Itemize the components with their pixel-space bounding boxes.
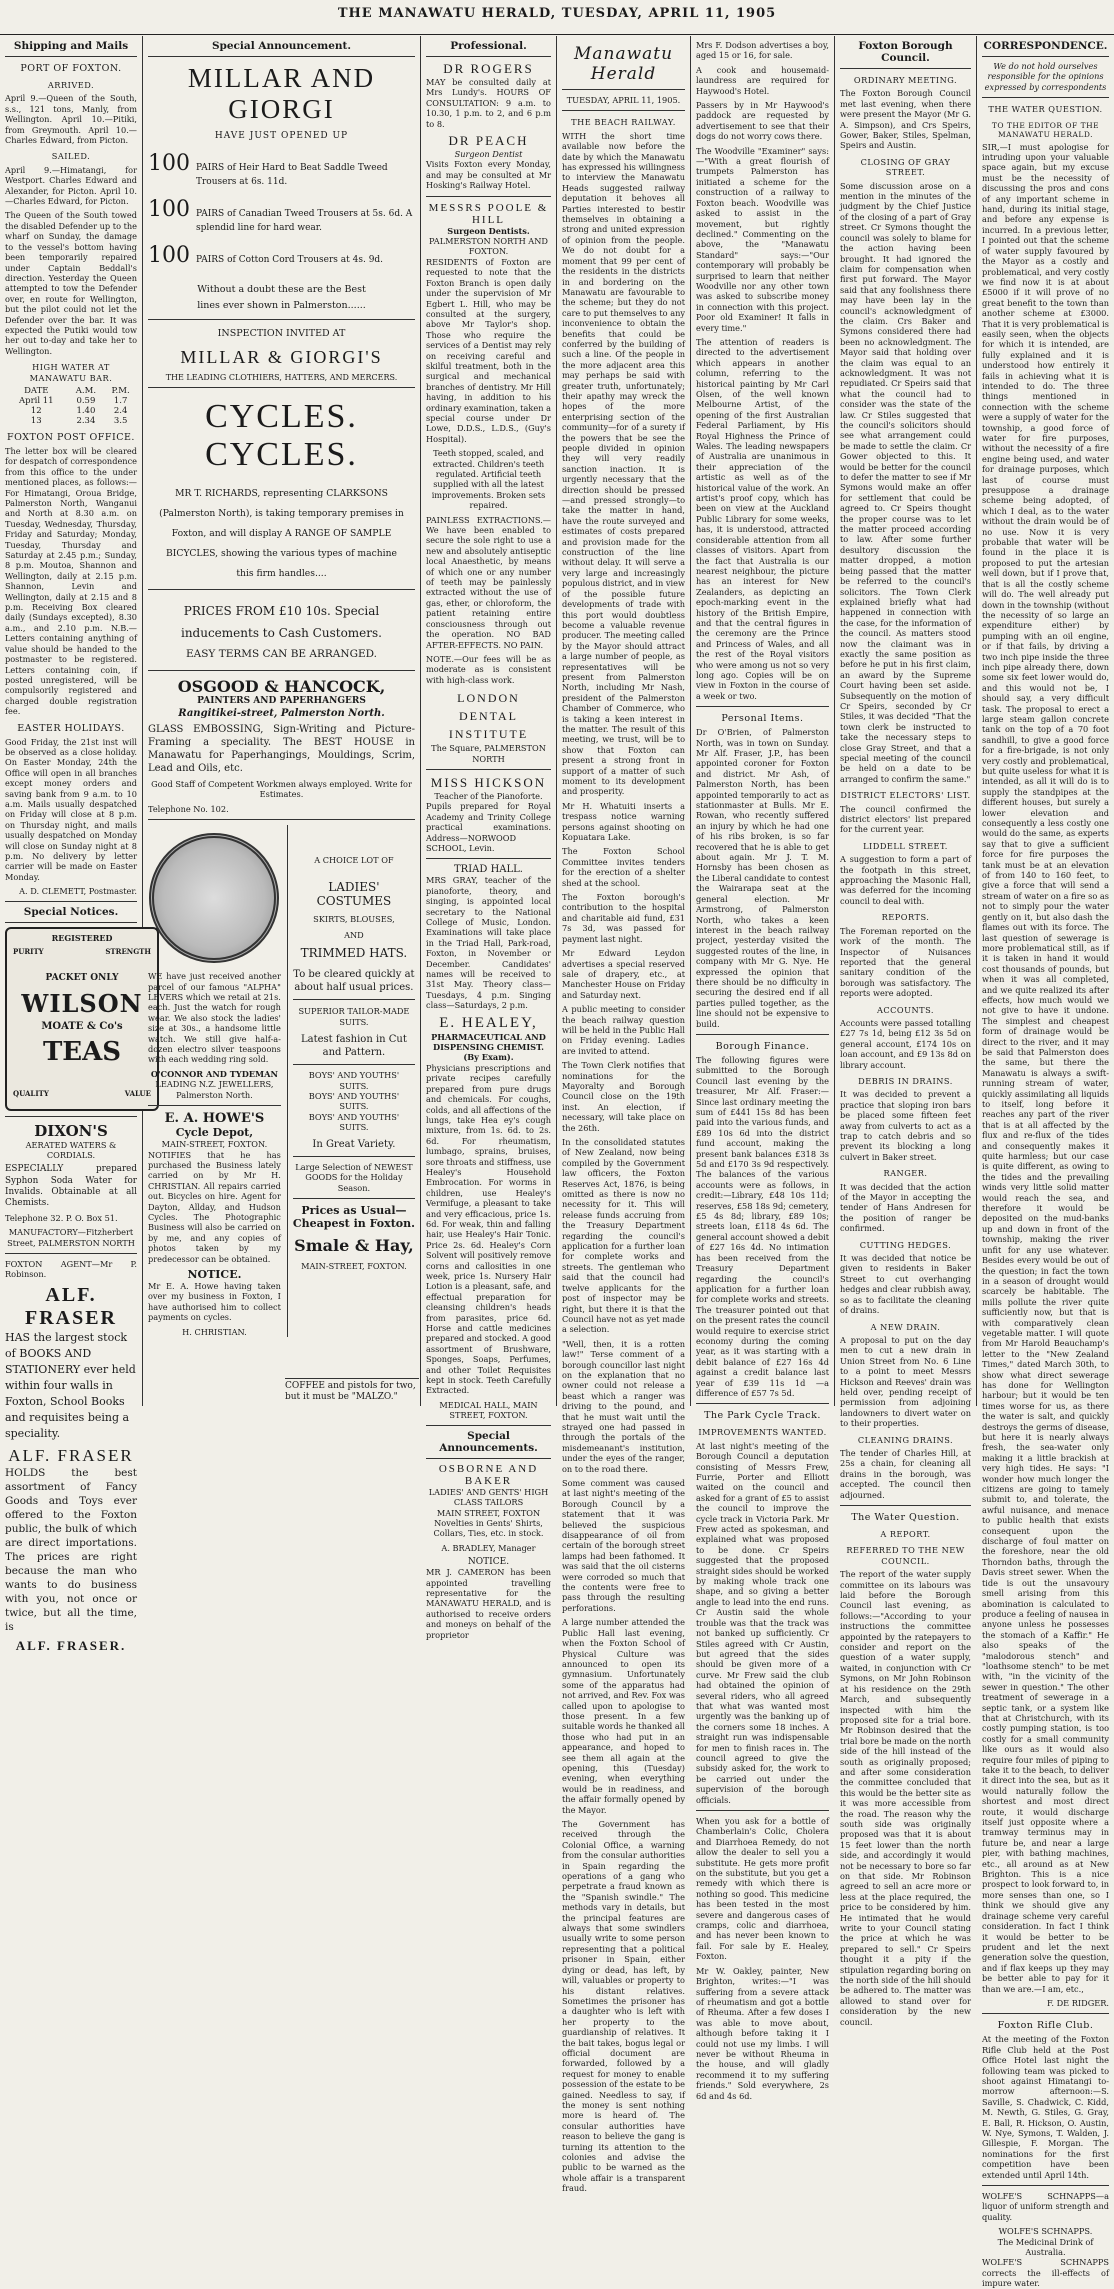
ad-body: MR J. CAMERON has been appointed travelling representative for the MANAWATU HERALD, and is authorised to receive orders and moneys on behalf of the proprietor bbox=[426, 1567, 551, 1640]
article-body: A public meeting to consider the beach railway question will be held in the Public Hall on Friday evening. Ladies are invited to attend. bbox=[562, 1004, 685, 1056]
ad-body: HOLDS the best assortment of Fancy Goods and Toys ever offered to the Foxton public, the bulk of which are direct importations. The prices are right because the man who wants to do business with you, not once or twice, but all the time, is bbox=[5, 1466, 137, 1633]
ad-line: PAIRS of Cotton Cord Trousers at 4s. 9d. bbox=[196, 255, 384, 265]
article-subheading: DISTRICT ELECTORS' LIST. bbox=[840, 790, 971, 801]
subheading: HIGH WATER AT MANAWATU BAR. bbox=[29, 362, 113, 383]
ad-line: The Medicinal Drink of Australia. bbox=[997, 2236, 1094, 2258]
ad-line: SUPERIOR TAILOR-MADE SUITS. bbox=[298, 1006, 410, 1027]
ad-line: BOYS' AND YOUTHS' SUITS. bbox=[308, 1091, 400, 1112]
ad-title: O'CONNOR AND TYDEMAN bbox=[150, 1068, 278, 1079]
subheading: PORT OF FOXTON. bbox=[20, 63, 122, 74]
ad-title: Smale & Hay, bbox=[294, 1235, 414, 1255]
article-body: Mr W. Oakley, painter, New Brighton, writes:—"I was suffering from a severe attack of rheumatism and got a bottle of Rheuma. After a few doses I was able to move about, although before taking it I could not use my limbs. I will never be without Rheuma in the house, and will gladly recommend it to my suffering friends." Sold everywhere, 2s 6d and 4s 6d. bbox=[696, 1965, 829, 2101]
ad-line-item bbox=[148, 243, 415, 268]
article-heading: Borough Finance. bbox=[715, 1040, 810, 1052]
article-subheading: REPORTS. bbox=[881, 912, 930, 923]
ad-subtitle: MAIN-STREET, FOXTON. bbox=[301, 1260, 407, 1271]
article-subheading: ACCOUNTS. bbox=[876, 1004, 935, 1015]
ad-title: MILLAR & GIORGI'S bbox=[180, 347, 383, 367]
article-subheading: CUTTING HEDGES. bbox=[859, 1239, 952, 1250]
ad-subtitle: Teacher of the Pianoforte. bbox=[434, 790, 543, 801]
ad-subtitle: LADIES' AND GENTS' HIGH CLASS TAILORS bbox=[428, 1486, 549, 1508]
ad-line: FOXTON AGENT—Mr P. Robinson. bbox=[5, 1259, 137, 1280]
article-heading: Personal Items. bbox=[721, 713, 804, 725]
ad-line: Good Staff of Competent Workmen always employed. Write for Estimates. bbox=[151, 779, 412, 800]
tea-label: MOATE & Co's bbox=[41, 1020, 123, 1032]
tea-label: STRENGTH bbox=[105, 946, 151, 956]
ad-line: WOLFE'S SCHNAPPS—a liquor of uniform strength and quality. bbox=[982, 2191, 1109, 2222]
table-cell: 3.5 bbox=[113, 415, 128, 426]
ad-body: MRS GRAY, teacher of the pianoforte, theory, and singing, is appointed local secretary to the National College of Music, London. Examinations will take place in the Triad Hall, Park-road, Foxton, in November or December. Candidates' names will be received to 31st May. Theory class—Tuesdays, 4 p.m. Singing class—Saturdays, 2 p.m. bbox=[426, 875, 551, 1011]
article-body: "Well, then, it is a rotten law!" Terse comment of a borough councillor last night on the explanation that no owner could not release a beast which a ranger was driving to the pound, and that he must wait until the strayed one had passed in through the portals of the misdemeanant's institution, under the eyes of the ranger, on to the road there. bbox=[562, 1338, 685, 1474]
article-subheading: ORDINARY MEETING. bbox=[853, 75, 958, 85]
ad-body: Latest fashion in Cut and Pattern. bbox=[301, 1034, 407, 1059]
article-body: A proposal to put on the day men to cut a new drain in Union Street from No. 6 Line to a point to meet Messrs Hickson and Reeves' drain was held over, pending receipt of permission from adjoining landowners to divert water on to their properties. bbox=[840, 1334, 971, 1429]
article-body: Mr Edward Leydon advertises a special reserved sale of drapery, etc., at Manchester House on Friday and Saturday next. bbox=[562, 948, 685, 1000]
article-body: Passers by in Mr Haywood's paddock are requested by advertisement to see that their dogs do not worry cows there. bbox=[696, 100, 829, 142]
ad-body: RESIDENTS of Foxton are requested to note that the Foxton Branch is open daily under the supervision of Mr Egbert L. Hill, who may be consulted at the surgery, above Mr Taylor's shop. Those who require the services of a Dentist may rely on receiving careful and skilful treatment, both in the surgical and mechanical branches of dentistry. Mr Hill having, in addition to his ordinary examination, taken a special course under Dr Lowe, D.D.S., L.D.S., (Guy's Hospital). bbox=[426, 256, 551, 444]
article-subheading: A REPORT. bbox=[880, 1529, 931, 1539]
ad-subtitle: PALMERSTON NORTH AND FOXTON. bbox=[429, 236, 548, 257]
paragraph: The Queen of the South towed the disabled Defender up to the wharf on Sunday, the damage to the vessel's bottom having been temporarily repaired under Captain Beddall's direction. Yesterday the Queen attempted to tow the Defender over, en route for Wellington, but the pilot could not let the Defender over the bar. It was expected the Putiki would tow her out to-day and take her to Wellington. bbox=[5, 210, 138, 356]
ad-title: CYCLES. CYCLES. bbox=[205, 398, 358, 473]
ad-body: MR T. RICHARDS, representing CLARKSONS (Palmerston North), is taking temporary premises in Foxton, and will display A RANGE OF SAMPLE BICYCLES, showing the various types of machine this firm handles.... bbox=[159, 488, 404, 579]
ad-body: Teeth stopped, scaled, and extracted. Children's teeth regulated. Artificial teeth supplied with all the latest improvements. Broken sets repaired. bbox=[431, 448, 546, 511]
signature: F. DE RIDGER. bbox=[1047, 1997, 1109, 2008]
ad-subtitle: AERATED WATERS & CORDIALS. bbox=[25, 1139, 117, 1161]
ad-body: Visits Foxton every Monday, and may be consulted at Mr Hosking's Railway Hotel. bbox=[426, 159, 551, 191]
ad-title: ALF. FRASER bbox=[8, 1445, 134, 1465]
table-row bbox=[5, 396, 137, 406]
table-cell: April 11 bbox=[18, 395, 54, 406]
ad-title: NOTICE. bbox=[467, 1557, 510, 1568]
column-professional bbox=[421, 36, 556, 1640]
tea-label: REGISTERED bbox=[51, 932, 113, 943]
signature: H. CHRISTIAN. bbox=[182, 1326, 247, 1337]
ad-body: Novelties in Gents' Shirts, Collars, Ties, etc. in stock. bbox=[433, 1517, 544, 1539]
article-body: WITH the short time available now before the date by which the Manawatu has expressed his willingness to interview the Manawatu Heads suggested railway deputation it behoves all Parties interested to bestir themselves in obtaining a strong and united expression of opinion from the people. We do not doubt for a moment that 99 per cent of the residents in the districts in and bordering on the Manawatu are favourable to the scheme; but they do not care to put themselves to any inconvenience to obtain the benefits that could be conferred by the building of such a line. Of the people in the more adjacent area this may perhaps be said with greater truth, unfortunately; their apathy may wreck the hopes of the more enterprising section of the community—for of a surety if the powers that be see the people divided in opinion they will very readily sanction inaction. It is urgently necessary that the direction should be pressed—and pressed strongly—to take the matter in hand, have the route surveyed and estimates of costs prepared and provision made for the construction of the line without delay. It will serve a very large and increasingly populous district, and in view of the possible future developments of trade with this port would doubtless become a valuable revenue producer. The meeting called by the Mayor should attract a large number of people, as representatives will be present from Palmerston North, including Mr Nash, president of the Palmerston Chamber of Commerce, who is taking a keen interest in the matter. The result of this meeting, we trust, will be to show that Foxton can present a strong front in support of a matter of such moment to its development and prosperity. bbox=[562, 130, 685, 797]
ad-subtitle: HAVE JUST OPENED UP bbox=[214, 131, 349, 141]
subheading: FOXTON POST OFFICE. bbox=[7, 431, 135, 443]
section-header: Shipping and Mails bbox=[5, 36, 137, 57]
article-body: Some discussion arose on a mention in the minutes of the judgment by the Chief Justice of the closing of a part of Gray street. Cr Symons thought the council was solely to blame for the action having been brought. It had ignored the claim for compensation when first put forward. The Mayor said that any foolishness there may have been lay in the council's acknowledgment of the claim. Crs Baker and Symons considered there had been no acknowledgment. The Mayor said that holding over the claim was equal to an acknowledgment. It was not repudiated. Cr Speirs said that what the council had to consider was the state of the law. Cr Stiles suggested that the council's solicitors should see what arrangement could be made to settle the claim. Cr Gower objected to this. It would be better for the council to defer the matter to see if Mr Symons would make an offer for settlement that could be agreed to. Cr Speirs thought the proper course was to let the matter proceed according to law. After some further desultory discussion the matter dropped, a motion being passed that the matter be referred to the council's solicitors. The Town Clerk explained briefly what had happened in connection with the case, for the information of the council. As matters stood now the claimant was in exactly the same position as before he put in his first claim, an award by the Supreme Court having been set aside. Subsequently on the motion of Cr Speirs, seconded by Cr Stiles, it was decided "That the town clerk be instructed to take the necessary steps to close Gray Street, and that a special meeting of the council be held on a date to be arranged to confirm the same." bbox=[840, 180, 971, 784]
ad-title: DIXON'S bbox=[34, 1121, 108, 1140]
column-correspondence bbox=[977, 36, 1114, 2289]
article-body: In the consolidated statutes of New Zealand, now being compiled by the Government law officers, the Foxton Reserves Act, 1876, is being omitted as there is now no necessity for it. This will release funds accruing from the Treasury Department regarding the council's application for a further loan for complete works and streets. The gentleman who said that the council had twelve applicants for the post of inspector may be right, but there it is that the Council have not as yet made a selection. bbox=[562, 1137, 685, 1335]
ad-body: MAY be consulted daily at Mrs Lundy's. HOURS OF CONSULTATION: 9 a.m. to 10.30, 1 p.m. to 2, and 6 p.m to 8. bbox=[426, 77, 551, 129]
ad-subtitle: MEDICAL HALL, MAIN STREET, FOXTON. bbox=[439, 1399, 538, 1421]
section-header: Special Announcements. bbox=[426, 1425, 551, 1459]
ad-body: To be cleared quickly at about half usual prices. bbox=[293, 969, 415, 994]
article-body: It was decided to prevent a practice that sloping iron bars be placed some fifteen feet away from culverts to act as a trap to catch debris and so prevent its blocking a long culvert in Baker street. bbox=[840, 1089, 971, 1162]
article-body: The Foxton School Committee invites tenders for the erection of a shelter shed at the school. bbox=[562, 846, 685, 888]
table-header: A.M. bbox=[75, 385, 97, 396]
ad-two-column bbox=[148, 825, 415, 1337]
ad-body: WE have just received another parcel of our famous "ALPHA" LEVERS which we retail at 21s. each. Just the watch for rough wear. We also stock the ladies' size at 30s., a handsome little watch. We still give half-a-dozen electro silver teaspoons with each wedding ring sold. bbox=[148, 971, 281, 1065]
article-heading: Foxton Rifle Club. bbox=[997, 2020, 1094, 2032]
ad-title: ALF. FRASER bbox=[24, 1283, 117, 1329]
ad-body: Pupils prepared for Royal Academy and Trinity College practical examinations. Address—NORWOOD SCHOOL, Levin. bbox=[426, 801, 551, 853]
column-council bbox=[835, 36, 976, 2027]
ad-title: ALF. FRASER. bbox=[15, 1637, 127, 1653]
paragraph: April 9.—Queen of the South, s.s., 121 tons, Manly, from Wellington. April 10.—Pitiki, from Greymouth. April 10.—Charles Edward, from Picton. bbox=[5, 93, 137, 146]
section-header: CORRESPONDENCE. bbox=[982, 36, 1109, 57]
article-body: Mr H. Whatuiti inserts a trespass notice warning persons against shooting on Kopuatara Lake. bbox=[562, 800, 685, 843]
ad-title: LADIES' COSTUMES bbox=[316, 879, 392, 908]
quantity: 100 bbox=[148, 197, 190, 222]
tea-label: QUALITY bbox=[13, 1088, 49, 1098]
ad-subtitle: Surgeon Dentists. bbox=[447, 225, 530, 236]
paragraph: Good Friday, the 21st inst will be observed as a close holiday. On Easter Monday, 24th the Office will open in all branches except money orders and saving bank from 9 a.m. to 10 a.m. Mails usually despatched on Friday will close at 8 p.m. on Thursday night, and mails usually despatched on Monday will close on Sunday night at 8 p.m. No delivery by letter carrier will be made on Easter Monday. bbox=[5, 736, 137, 882]
ad-body: Without a doubt these are the Best lines ever shown in Palmerston...... bbox=[197, 284, 366, 311]
ad-line-item bbox=[148, 197, 415, 235]
table-row bbox=[5, 406, 137, 416]
masthead bbox=[0, 0, 1114, 35]
article-subheading: RANGER. bbox=[883, 1168, 928, 1179]
article-body: The report of the water supply committee on its labours was laid before the Borough Council last evening, as follows:—"According to your instructions the committee appointed by the ratepayers to consider and report on the question of a water supply, waited, in conjunction with Cr Symons, on Mr John Robinson at his residence on the 29th March, and subsequently inspected with him the proposed site for a trial bore. Mr Robinson desired that the trial bore be made on the north side of the hill instead of the south as originally proposed; and after some consideration the committee concluded that this would be the better site as it was more accessible from the road. The reason why the south side was originally proposed was that it is about 15 feet lower than the north side, and accordingly it would not be necessary to bore so far on that side. Mr Robinson agreed to sell an acre more or less at the place required, the price to be considered by him. He intimated that he would write to your Council stating the price at which he was prepared to sell." Cr Speirs thought it a pity if the stipulation regarding boring on the north side of the hill should be adhered to. The matter was allowed to stand over for consideration by the new council. bbox=[840, 1569, 971, 2027]
ad-subtitle: The Square, PALMERSTON NORTH bbox=[431, 743, 546, 764]
article-body: Dr O'Brien, of Palmerston North, was in town on Sunday. Mr Alf. Fraser, J.P., has been appointed coroner for Foxton and district. Mr Ash, of Palmerston North, has been appointed temporarily to act as stationmaster at Bulls. Mr E. Rowan, who recently suffered an injury by which he had one of his ribs broken, is so far recovered that he is able to get about again. Mr J. T. M. Hornsby has been chosen as the Liberal candidate to contest the Wairarapa seat at the general election. Mr Armstrong, of Palmerston North, who takes a keen interest in the beach railway project, yesterday visited the suggested routes of the line, in company with Mr G. Nye. He expressed the opinion that there should be no difficulty in securing the desired end if all parties pulled together, as the line should not be expensive to build. bbox=[696, 727, 829, 1029]
ad-line: MANUFACTORY—Fitzherbert Street, PALMERSTON NORTH bbox=[7, 1227, 135, 1248]
article-subheading: DEBRIS IN DRAINS. bbox=[858, 1075, 953, 1086]
article-body: At last night's meeting of the Borough Council a deputation consisting of Messrs Frew, Furrie, Porter and Elliott waited on the council and asked for a grant of £5 to assist the council to improve the cycle track in Victoria Park. Mr Frew acted as spokesman, and explained what was proposed to be done. Cr Speirs suggested that the proposed straight sides should be worked by making whole track one shape, and so giving a better angle to lead into the end runs. Cr Austin said the whole trouble was that the track was not banked up sufficiently. Cr Stiles agreed with Cr Austin, but agreed that the sides should be given more of a curve. Mr Frew said the club had obtained the opinion of several riders, who all agreed that what was wanted most urgently was the banking up of the corners some 18 inches. A straight run was indispensable for men to finish races in. The council agreed to give the subsidy asked for, the work to be carried out under the supervision of the borough officials. bbox=[696, 1440, 829, 1805]
ad-line: In Great Variety. bbox=[312, 1138, 396, 1150]
article-body: The Government has received through the Colonial Office, a warning from the consular authorities in Spain regarding the operations of a gang who perpetrate a fraud known as the "Spanish swindle." The methods vary in details, but the principal features are always that some swindlers usually write to some person representing that a political prisoner in Spain, either dying or dead, has left, by will, valuables or property to his distant relatives. Sometimes the prisoner has a daughter who is left with her property to the guardianship of relatives. It the bait takes, bogus legal or official document are forwarded, followed by a request for money to enable possession of the estate to be gained. Needless to say, if the money is sent nothing more is heard of. The consular authorities have reason to believe the gang is turning its attention to the colonies and advise the public to be warned as the whole affair is a transparent fraud. bbox=[562, 1819, 685, 2194]
ad-line: Telephone No. 102. bbox=[148, 803, 229, 814]
newspaper-title: Manawatu Herald bbox=[573, 44, 674, 84]
section-header: Special Notices. bbox=[5, 901, 137, 923]
article-subheading: CLOSING OF GRAY STREET. bbox=[860, 156, 951, 178]
ad-body: NOTIFIES that he has purchased the Business lately carried on by Mr H. CHRISTIAN. All repairs carried out. Bicycles on hire. Agent for Dayton, Allday, and Hudson Cycles. The Photographic Business will also be carried on by me, and any copies of photos taken by my predecessor can be obtained. bbox=[148, 1149, 281, 1264]
ad-title: LONDON DENTAL INSTITUTE bbox=[448, 691, 529, 742]
issue-date: TUESDAY, APRIL 11, 1905. bbox=[566, 95, 681, 105]
table-row bbox=[5, 416, 137, 426]
table-header-row bbox=[5, 386, 137, 396]
column-editorial bbox=[557, 36, 690, 2194]
ad-line: BOYS' AND YOUTHS' SUITS. bbox=[308, 1111, 400, 1133]
article-subheading: IMPROVEMENTS WANTED. bbox=[698, 1427, 827, 1438]
ad-title: E. A. HOWE'S bbox=[164, 1111, 265, 1127]
tea-label: TEAS bbox=[42, 1036, 122, 1067]
article-body: The following figures were submitted to the Borough Council last evening by the treasurer, Mr Alf. Fraser:—Since last ordinary meeting the sum of £441 15s 8d has been paid into the various funds, and £89 10s 6d into the district fund account, making the present bank balances £318 3s 5d and £170 3s 9d respectively. The balances of the various accounts were as follows, in credit:—Library, £48 10s 11d; reserves, £58 18s 9d; cemetery, £5 4s 8d; library, £89 10s; streets loan, £118 4s 6d. The general account showed a debit of £27 16s 4d. No intimation has been received from the Treasury Department regarding the council's application for a further loan for complete works and streets. The treasurer pointed out that on the present rates the council would require to exercise strict economy during the coming year, as it was starting with a debit balance of £27 16s 4d against a credit balance last year of £39 11s 1d —a difference of £57 7s 5d. bbox=[696, 1054, 829, 1398]
article-body: Accounts were passed totalling £27 7s 1d, being £12 3s 5d on general account, £174 10s on loan account, and £9 13s 8d on library account. bbox=[840, 1017, 971, 1070]
tea-label: VALUE bbox=[124, 1088, 151, 1098]
ad-left bbox=[148, 825, 281, 1337]
disclaimer: We do not hold ourselves responsible for the opinions expressed by correspondents bbox=[984, 61, 1107, 92]
masthead-title: THE MANAWATU HERALD, TUESDAY, APRIL 11, 1905 bbox=[337, 6, 777, 21]
ad-line: WOLFE'S SCHNAPPS corrects the ill-effects of impure water. bbox=[982, 2257, 1109, 2289]
column-news bbox=[691, 36, 834, 2101]
table-cell: 0.59 bbox=[76, 395, 96, 406]
table-cell: 13 bbox=[30, 415, 42, 426]
paragraph: April 9.—Himatangi, for Westport. Charles Edward and Alexander, for Picton. April 10.—Charles Edward, for Picton. bbox=[5, 164, 137, 207]
article-body: Mrs F. Dodson advertises a boy, aged 15 or 16, for sale. bbox=[696, 40, 829, 61]
quantity: 100 bbox=[148, 151, 190, 176]
paragraph: The letter box will be cleared for despatch of correspondence from this office to the under mentioned places, as follows:— For Himatangi, Oroua Bridge, Palmerston North, Wanganui and North at 8.30 a.m. on Tuesday, Wednesday, Thursday, Friday and Saturday; Monday, Tuesday, Thursday and Saturday at 2.45 p.m.; Sunday, 8 p.m. Moutoa, Shannon and Wellington, daily at 2.15 p.m. Shannon, Levin and Wellington, daily at 2.15 and 8 p.m. Receiving Box cleared daily (Sundays excepted), 8.30 a.m., and 2.10 p.m. N.B.—Letters containing anything of value should be handed to the postmaster to be registered. Letters containing coin, if posted unregistered, will be compulsorily registered and charged double registration fee. bbox=[5, 445, 137, 717]
ad-title: DR PEACH bbox=[448, 133, 529, 149]
article-subheading: TO THE EDITOR OF THE MANAWATU HERALD. bbox=[991, 120, 1100, 139]
tea-brand: WILSON bbox=[21, 988, 143, 1018]
article-body: Some comment was caused at last night's meeting of the Borough Council by a statement that it was believed the suspicious disappearance of oil from certain of the borough street lamps had been fathomed. It was said that the oil cisterns were corroded so much that the contents were free to pass through the resulting perforations. bbox=[562, 1478, 685, 1613]
ad-body: Large Selection of NEWEST GOODS for the Holiday Season. bbox=[295, 1161, 413, 1193]
article-body: The Town Clerk notifies that nominations for the Mayoralty and Borough Council close on the 19th inst. An election, if necessary, will take place on the 26th. bbox=[562, 1060, 685, 1133]
ad-line: Telephone 32. P. O. Box 51. bbox=[5, 1212, 118, 1223]
tide-table bbox=[5, 386, 137, 426]
article-body: The Woodville "Examiner" says:—"With a great flourish of trumpets Palmerston has initiated a scheme for the construction of a railway to Foxton beach. Woodville was asked to assist in the movement, but rightly declined." Commenting on the above, the "Manawatu Standard" says:—"Our contemporary will probably be surprised to learn that neither Woodville nor any other town was asked to subscribe money in connection with this project. Poor old Examiner! It falls in every time." bbox=[696, 145, 829, 333]
ad-subtitle: Rangitikei-street, Palmerston North. bbox=[178, 708, 385, 719]
article-body: The Foxton Borough Council met last evening, when there were present the Mayor (Mr G. A. Simpson), and Crs Speirs, Gower, Baker, Stiles, Spelman, Speirs and Austin. bbox=[840, 88, 971, 151]
ad-line: SKIRTS, BLOUSES, bbox=[313, 913, 395, 924]
ad-body: Physicians prescriptions and private recipes carefully prepared from pure drugs and chemicals. For coughs, colds, and all affections of the lungs, take Hea ey's cough mixture, from 1s. 6d. to 2s. 6d. For rheumatism, lumbago, sprains, bruises, sore throats and stiffness, use Healey's Household Embrocation. For worms in children, use Healey's Vermifuge, a pleasant to take and very efficacious, price 1s. 6d. For weak, thin and falling hair, use Healey's Hair Tonic. Price 2s. 6d. Healey's Corn Solvent will positively remove corns and callosities in one week, price 1s. Nursery Hair Lotion is a pleasant, safe, and effectual preparation for cleansing children's heads from parasites, price 6d. Horse and cattle medicines prepared and stocked. A good assortment of Brushware, Sponges, Soaps, Perfumes, and other Toilet Requisites kept in stock. Teeth Carefully Extracted. bbox=[426, 1062, 551, 1396]
article-body: The Foxton borough's contribution to the hospital and charitable aid fund, £31 7s 3d, was passed for payment last night. bbox=[562, 892, 685, 944]
ad-subtitle: MAIN STREET, FOXTON bbox=[436, 1507, 541, 1518]
article-body: The tender of Charles Hill, at 25s a chain, for cleaning all drains in the borough, was accepted. The council then adjourned. bbox=[840, 1447, 971, 1500]
section-header: Foxton Borough Council. bbox=[840, 36, 971, 69]
article-heading: The Park Cycle Track. bbox=[704, 1410, 821, 1422]
table-cell: 1.7 bbox=[113, 395, 128, 406]
ad-title: E. HEALEY, bbox=[439, 1014, 538, 1031]
article-body: A suggestion to form a part of the footpath in this street, approaching the Masonic Hall, was deferred for the incoming council to deal with. bbox=[840, 854, 971, 906]
ad-title: TRIAD HALL. bbox=[454, 864, 523, 876]
signature: A. D. CLEMETT, Postmaster. bbox=[19, 886, 137, 897]
article-body: At the meeting of the Foxton Rifle Club held at the Post Office Hotel last night the following team was picked to shoot against Himatangi to-morrow afternoon:—S. Saville, S. Chadwick, C. Kidd, M. Newth, G. Stiles, G. Gray, E. Ball, R. Hickson, O. Austin, W. Nye, Symons, T. Walden, J. Gillespie, F. Morgan. The nominations for the first competition have been extended until April 14th. bbox=[982, 2034, 1109, 2180]
tea-advertisement-image bbox=[5, 927, 159, 1111]
article-body: It was decided that the action of the Mayor in accepting the tender of Hans Andresen for the position of ranger be confirmed. bbox=[840, 1181, 971, 1234]
tea-label: PURITY bbox=[13, 946, 44, 956]
pocket-watch-image bbox=[149, 833, 279, 963]
ad-subtitle: Cycle Depot, bbox=[175, 1126, 254, 1140]
ad-body: PAINLESS EXTRACTIONS.—We have been enabled to secure the sole right to use a new and absolutely antiseptic local Anaesthetic, by means of which one or any number of teeth may be painlessly extracted without the use of gas, ether, or chloroform, the patient retaining entire consciousness through out the operation. NO BAD AFTER-EFFECTS. NO PAIN. bbox=[426, 514, 551, 650]
table-cell: 2.4 bbox=[113, 405, 128, 416]
ad-title: MILLAR AND GIORGI bbox=[187, 63, 376, 124]
ad-title: TRIMMED HATS. bbox=[300, 946, 408, 961]
article-body: It was decided that notice be given to residents in Baker Street to cut overhanging hedges and clear rubbish away, so as to facilitate the cleaning of drains. bbox=[840, 1253, 971, 1316]
ad-line: BOYS' AND YOUTHS' SUITS. bbox=[308, 1070, 400, 1091]
ad-subtitle: THE LEADING CLOTHIERS, HATTERS, AND MERCERS. bbox=[165, 373, 398, 382]
ad-line: AND bbox=[344, 930, 364, 941]
ad-subtitle: INSPECTION INVITED AT bbox=[217, 328, 346, 339]
ad-body: NOTE.—Our fees will be as moderate as is consistent with high-class work. bbox=[426, 653, 551, 685]
quantity: 100 bbox=[148, 243, 190, 268]
ad-body: Mr E. A. Howe having taken over my business in Foxton, I have authorised him to collect payments on cycles. bbox=[148, 1280, 281, 1323]
ad-subtitle: LEADING N.Z. JEWELLERS, Palmerston North. bbox=[155, 1079, 274, 1100]
ad-title: MESSRS POOLE & HILL bbox=[428, 201, 549, 226]
article-body: The attention of readers is directed to the advertisement which appears in another column, referring to the historical painting by Mr Carl Olsen, of the well known Melbourne Artist, of the opening of the first Australian Federal Parliament, by His Royal Highness the Prince of Wales. The leading newspapers of Australia are unanimous in their appreciation of the artistic as well as of the historical value of the work. An artist's proof copy, which has been on view at the Auckland Public Library for some weeks, has, it is understood, attracted considerable attention from all classes of visitors. Apart from the fact that Australia is our nearest neighbour, the picture has an interest for New Zealanders, as depicting an epoch-marking event in the history of the British Empire, and that the central figures in the ceremony are the Prince and Princess of Wales, and all the rest of the Royal visitors who were among us not so very long ago. Copies will be on view in Foxton in the course of a week or two. bbox=[696, 336, 829, 701]
article-heading: THE WATER QUESTION. bbox=[988, 104, 1103, 115]
ad-body: ESPECIALLY prepared Syphon Soda Water for Invalids. Obtainable at all Chemists. bbox=[5, 1164, 137, 1208]
ad-line: WOLFE'S SCHNAPPS. bbox=[998, 2226, 1093, 2237]
ad-subtitle: MAIN-STREET, FOXTON. bbox=[161, 1139, 268, 1150]
article-subheading: REFERRED TO THE NEW COUNCIL. bbox=[846, 1545, 965, 1566]
article-subheading: CLEANING DRAINS. bbox=[857, 1434, 954, 1445]
article-body: The Foreman reported on the work of the month. The Inspector of Nuisances reported that the general sanitary condition of the borough was satisfactory. The reports were adopted. bbox=[840, 925, 971, 999]
ad-body: HAS the largest stock of BOOKS AND STATIONERY ever held within four walls in Foxton, School Books and requisites being a speciality. bbox=[5, 1330, 136, 1440]
article-subheading: A NEW DRAIN. bbox=[870, 1321, 941, 1332]
ad-line: PAIRS of Canadian Tweed Trousers at 5s. 6d. A splendid line for hard wear. bbox=[196, 209, 413, 233]
ad-body: GLASS EMBOSSING, Sign-Writing and Picture-Framing a speciality. The BEST HOUSE in Manawatu for Paperhangings, Mouldings, Scrim, Lead and Oils, etc. bbox=[148, 724, 415, 774]
subheading: ARRIVED. bbox=[47, 80, 95, 90]
ad-line: A CHOICE LOT OF bbox=[314, 855, 394, 866]
ad-subtitle: PAINTERS AND PAPERHANGERS bbox=[197, 696, 366, 706]
ad-body: PRICES FROM £10 10s. Special inducements to Cash Customers. bbox=[180, 604, 382, 640]
table-header: P.M. bbox=[111, 385, 130, 396]
ad-right bbox=[287, 825, 415, 1337]
table-header: DATE bbox=[24, 385, 49, 396]
ad-title: OSGOOD & HANCOCK, bbox=[177, 677, 386, 696]
article-heading: THE BEACH RAILWAY. bbox=[571, 117, 676, 128]
ad-title: MISS HICKSON bbox=[430, 774, 547, 790]
ad-line: Prices as Usual— bbox=[301, 1203, 407, 1217]
signature: A. BRADLEY, Manager bbox=[441, 1542, 536, 1553]
article-subheading: LIDDELL STREET. bbox=[863, 840, 948, 851]
subheading: EASTER HOLIDAYS. bbox=[17, 722, 125, 734]
letter-body: SIR,—I must apologise for intruding upon your valuable space again, but my excuse must be the necessity of discussing the pros and cons of any important scheme in hand, during its initial stage, and before any expense is incurred. In a previous letter, I pointed out that the scheme of water supply favoured by the Mayor as a costly and problematical, and very costly we find now it is at about £5000 if it will prove of no great benefit to the town than another scheme at £3000. That it is very problematical is easily seen, when the objects for which it is intended, are fully explained and it is understood how entirely it fails in achieving what it is intended to do. The three things mentioned in connection with the scheme were a supply of water for the township, a good force of water for fire purposes, without the necessity of a fire engine being used, and water for drainage purposes, which last of course must presuppose a drainage scheme being adopted, of which I deal, as to the water without the drain would be of no use. Now it is very probable that water will be found in the place it is proposed to put the artesian well down, but if I prove that, that is all the costly scheme will do. The well already put down in the township (without the necessity of so large an expenditure either) by pumping with an oil engine, or if that fails, by driving a two inch pipe inside the three inch pipe already there, down some six feet lower would do, and this would not be, I should say, a very difficult task. The proposal to erect a large steam gallon concrete tank on the top of a 70 foot sandhill, to give a good force for a fire-brigade, is not only very costly and problematical, but quite useless for what it is intended, as all it will do is to supply the standpipes at the different houses, but surely a lower elevation and consequently a less costly one would do the same, as experts say that to give a sufficient force for fire purposes the tank must be at an elevation of from 140 to 160 feet, to give a force that will send a stream of water on a fire so as not to simply pour the water gently on it, but also dash the flames out with its force. The last question of sewerage is more problematical still, as if it is taken in hand it would cost thousands of pounds, but when it was all completed, and we quite realized its after effects, how much would we not give to have it undone. The simplest and cheapest form of drainage would be direct to the river, and it may be said that Palmerston does the same, but there the Manawatu is always a swift-running stream of water, quickly assimilating all liquids to itself, long before it reaches any part of the river that is at all affected by the flux and re-flux of the tides and consequently makes it quite harmless; but our case is quite different, as owing to the tides and the prevailing winds very little solid matter would reach the sea, and therefore it would be deposited on the mud-banks up and down in front of the township, making the river unfit for any use whatever. Besides every would be out of the question; in fact the town in a season of drought would scarcely be habitable. The mills pollute the river quite sufficiently now, but that is with comparatively clean vegetable matter. I will quote from Mr Harold Beauchamp's letter to the "New Zealand Times," dated March 30th, to show what direct sewerage has done for Wellington harbour; but it would be ten times worse for us, as there the water is salt, and quickly destroys the germs of disease, but here it is nearly always fresh, the sea-water only making it a little brackish at very high tides. He says: "I wonder how much longer the citizens are going to tamely submit to, and tolerate, the awful nuisance, and menace to public health that exists consequent upon the discharge of foul matter on the foreshore, near the old Thorndon baths, through the Davis street sewer. When the tide is out the unsavoury smell arising from this abomination is calculated to produce a feeling of nausea in anyone unless he possesses the stomach of a Kaffir." He also speaks of the "malodorous stench" and "loathsome stench" to be met with, "in the vicinity of the sewer in question." The other treatment of sewerage in a septic tank, or a system like that at Christchurch, with its costly pumping station, is too costly for a small community like ours as it would also require four miles of piping to take it to the beach, to deliver it direct into the sea, but as it would naturally follow the shortest and most direct route, it would discharge itself just opposite where a tramway terminus may in future be, and near a large pier, with bathing machines, etc., all around as at New Brighton. This is a nice prospect to look forward to, in more senses than one, so I think we should give any drainage scheme very careful consideration. In fact I think it would be better to be prudent and let the next generation solve the question, and if flax keeps up they may be better able to pay for it than we are.—I am, etc., bbox=[982, 141, 1109, 1994]
ad-line: PAIRS of Heir Hard to Beat Saddle Tweed Trousers at 6s. 11d. bbox=[196, 163, 388, 187]
ad-subtitle: Surgeon Dentist bbox=[454, 149, 523, 160]
article-body: A large number attended the Public Hall last evening, when the Foxton School of Physical Culture was announced to open its gymnasium. Unfortunately some of the apparatus had not arrived, and Rev. Fox was called upon to apologise to those present. In a few suitable words he thanked all those who had put in an appearance, and hoped to see them all again at the opening, this (Tuesday) evening, when everything would be in readiness, and the affair formally opened by the Mayor. bbox=[562, 1617, 685, 1815]
ad-title: NOTICE. bbox=[187, 1267, 242, 1281]
section-header: Special Announcement. bbox=[148, 36, 415, 57]
ad-line: Cheapest in Foxton. bbox=[292, 1216, 415, 1230]
ad-line: EASY TERMS CAN BE ARRANGED. bbox=[185, 648, 378, 660]
section-header: Professional. bbox=[426, 36, 551, 57]
table-cell: 1.40 bbox=[76, 405, 96, 416]
article-body: A cook and housemaid-laundress are required for Haywood's Hotel. bbox=[696, 64, 829, 96]
column-advertisements bbox=[143, 36, 420, 1406]
tea-label: PACKET ONLY bbox=[45, 972, 119, 983]
ad-line-item bbox=[148, 151, 415, 189]
article-body: When you ask for a bottle of Chamberlain's Colic, Cholera and Diarrhoea Remedy, do not allow the dealer to sell you a substitute. He gets more profit on the substitute, but you get a remedy with which there is nothing so good. This medicine has been tested in the most severe and dangerous cases of cramps, colic and diarrhoea, and has never been known to fail. For sale by E. Healey, Foxton. bbox=[696, 1816, 829, 1962]
article-body: The council confirmed the district electors' list prepared for the current year. bbox=[840, 803, 971, 835]
ad-subtitle: PHARMACEUTICAL AND DISPENSING CHEMIST. (By Exam). bbox=[431, 1031, 546, 1063]
subheading: SAILED. bbox=[51, 151, 91, 162]
article-heading: The Water Question. bbox=[851, 1512, 960, 1523]
ad-title: OSBORNE AND BAKER bbox=[438, 1462, 539, 1487]
coffee-advertisement: COFFEE and pistols for two, but it must be "MALZO." bbox=[285, 1378, 419, 1403]
ad-title: DR ROGERS bbox=[443, 61, 534, 76]
table-cell: 12 bbox=[30, 405, 42, 416]
table-cell: 2.34 bbox=[76, 415, 96, 426]
column-shipping bbox=[0, 36, 151, 1653]
